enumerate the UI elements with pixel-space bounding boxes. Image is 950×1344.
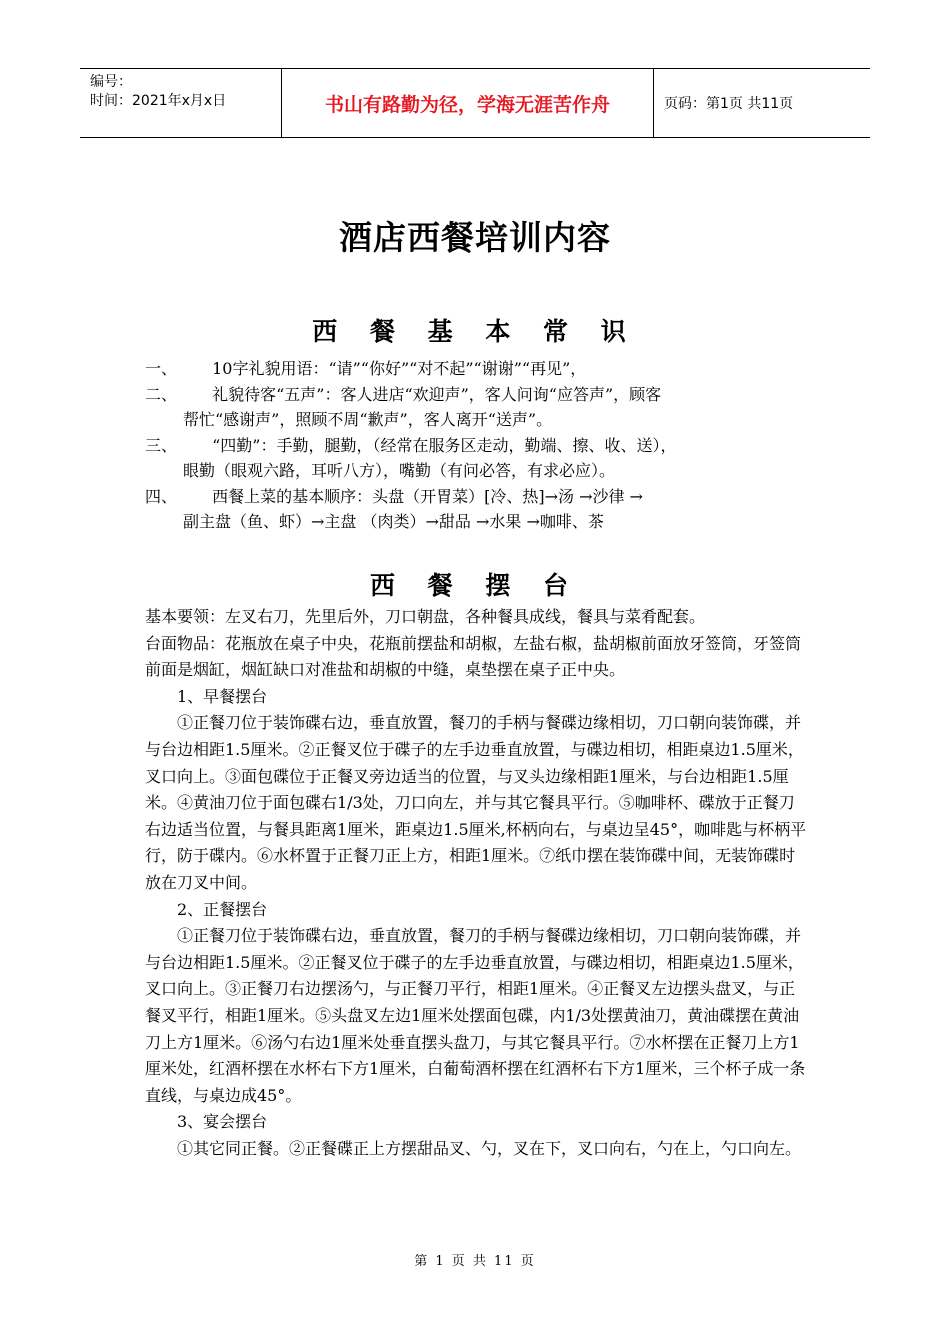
list-item-continuation: 副主盘（鱼、虾）→主盘 （肉类）→甜品 →水果 →咖啡、茶: [183, 512, 604, 531]
document-title: 酒店西餐培训内容: [339, 218, 611, 257]
list-item-text: 西餐上菜的基本顺序：头盘（开胃菜）[冷、热]→汤 →沙律 →: [207, 486, 643, 506]
header-meta: [80, 69, 282, 137]
header-motto: 书山有路勤为径，学海无涯苦作舟: [282, 69, 654, 137]
list-item: [145, 484, 807, 535]
intro-paragraph: 基本要领：左叉右刀，先里后外，刀口朝盘，各种餐具成线，餐具与菜肴配套。: [145, 607, 706, 626]
intro-paragraph: 台面物品：花瓶放在桌子中央，花瓶前摆盐和胡椒，左盐右椒，盐胡椒前面放牙签筒，牙签筒前面是烟缸，烟缸缺口对准盐和胡椒的中缝，桌垫摆在桌子正中央。: [145, 633, 802, 680]
subsection-heading: 1、早餐摆台: [177, 686, 268, 706]
header-page-label: 页码：第1页 共11页: [664, 96, 794, 112]
document-header: [80, 68, 870, 138]
body-paragraph: ①其它同正餐。②正餐碟正上方摆甜品叉、勺，叉在下，叉口向右，勺在上，勺口向左。: [177, 1138, 802, 1158]
list-item-continuation: 帮忙“感谢声”，照顾不周“歉声”，客人离开“送声”。: [183, 410, 553, 429]
list-item-number: 二、: [145, 384, 178, 404]
list-item: [145, 356, 807, 382]
number-label: 编号：: [90, 74, 132, 90]
list-item-number: 三、: [145, 435, 178, 455]
list-item-text: 礼貌待客“五声”：客人进店“欢迎声”，客人问询“应答声”，顾客: [207, 384, 662, 404]
page-footer: 第 1 页 共 11 页: [414, 1254, 536, 1269]
subsection-heading: 3、宴会摆台: [177, 1112, 268, 1132]
list-item-number: 四、: [145, 486, 178, 506]
section-title-table-setting: 西 餐 摆 台: [369, 571, 581, 600]
section-title-basics: 西 餐 基 本 常 识: [312, 317, 638, 346]
list-item: [145, 382, 807, 433]
list-item-text: 10字礼貌用语：“请”“你好”“对不起”“谢谢”“再见”，: [207, 359, 587, 378]
body-paragraph: ①正餐刀位于装饰碟右边，垂直放置，餐刀的手柄与餐碟边缘相切，刀口朝向装饰碟，并与台边相距1.5厘米。②正餐叉位于碟子的左手边垂直放置，与碟边相切，相距桌边1.5厘米，叉口向上。③面包碟位于正餐叉旁边适当的位置，与叉头边缘相距1厘米，与台边相距1.5厘米。④黄油刀位于面包碟右1/3处，刀口向左，并与其它餐具平行。⑤咖啡杯、碟放于正餐刀右边适当位置，与餐具距离1厘米，距桌边1.5厘米,杯柄向右，与桌边呈45°，咖啡匙与杯柄平行，防于碟内。⑥水杯置于正餐刀正上方，相距1厘米。⑦纸巾摆在装饰碟中间，无装饰碟时放在刀叉中间。: [145, 713, 807, 892]
table-setting-body: [145, 604, 807, 1162]
list-item-continuation: 眼勤（眼观六路，耳听八方），嘴勤（有问必答，有求必应）。: [183, 461, 616, 480]
date-label: 时间：2021年x月x日: [90, 93, 227, 109]
list-item-text: “四勤”：手勤，腿勤，（经常在服务区走动，勤端、擦、收、送），: [207, 435, 677, 455]
list-item-number: 一、: [145, 359, 178, 378]
list-item: [145, 433, 807, 484]
body-paragraph: ①正餐刀位于装饰碟右边，垂直放置，餐刀的手柄与餐碟边缘相切，刀口朝向装饰碟，并与台边相距1.5厘米。②正餐叉位于碟子的左手边垂直放置，与碟边相切，相距桌边1.5厘米，叉口向上。③正餐刀右边摆汤勺，与正餐刀平行，相距1厘米。④正餐叉左边摆头盘叉，与正餐叉平行，相距1厘米。⑤头盘叉左边1厘米处摆面包碟，内1/3处摆黄油刀，黄油碟摆在黄油刀上方1厘米。⑥汤勺右边1厘米处垂直摆头盘刀，与其它餐具平行。⑦水杯摆在正餐刀上方1厘米处，红酒杯摆在水杯右下方1厘米，白葡萄酒杯摆在红酒杯右下方1厘米，三个杯子成一条直线，与桌边成45°。: [145, 926, 806, 1105]
basics-list: [145, 356, 807, 535]
subsection-heading: 2、正餐摆台: [177, 899, 268, 919]
